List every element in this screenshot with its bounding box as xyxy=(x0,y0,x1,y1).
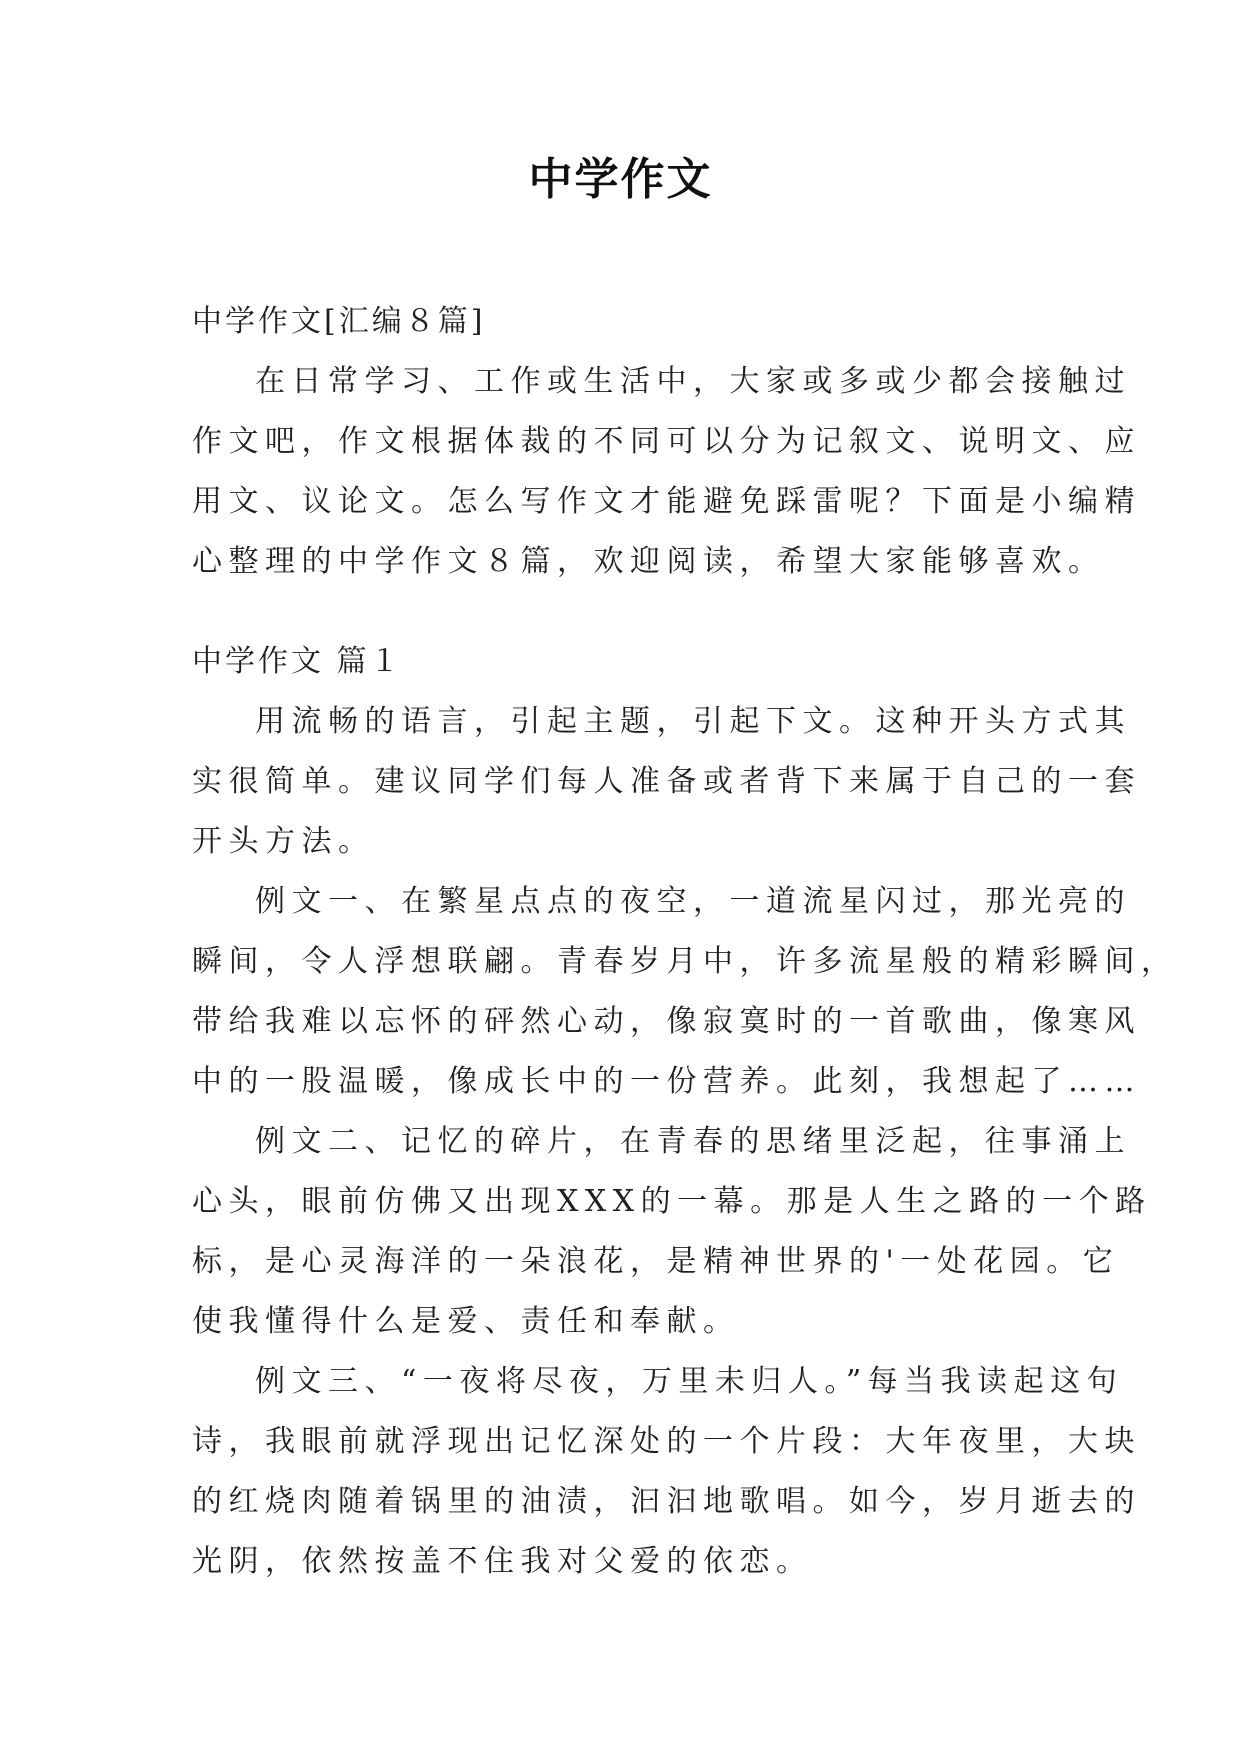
document-body xyxy=(192,292,1178,1592)
paragraph-line: 作文吧，作文根据体裁的不同可以分为记叙文、说明文、应 xyxy=(192,424,1141,459)
body-paragraph xyxy=(192,872,1178,1112)
intro-paragraph xyxy=(192,352,1141,592)
body-paragraph xyxy=(192,1352,1141,1592)
paragraph-line: 标，是心灵海洋的一朵浪花，是精神世界的'一处花园。它 xyxy=(192,1244,1120,1279)
paragraph-line: 中的一股温暖，像成长中的一份营养。此刻，我想起了…… xyxy=(192,1064,1141,1099)
paragraph-line: 诗，我眼前就浮现出记忆深处的一个片段：大年夜里，大块 xyxy=(192,1424,1141,1459)
paragraph-line: 带给我难以忘怀的砰然心动，像寂寞时的一首歌曲，像寒风 xyxy=(192,1004,1141,1039)
document-title: 中学作文 xyxy=(528,154,713,205)
paragraph-line: 使我懂得什么是爱、责任和奉献。 xyxy=(192,1304,740,1339)
paragraph-line: 心整理的中学作文８篇，欢迎阅读，希望大家能够喜欢。 xyxy=(192,544,1105,579)
section-heading: 中学作文 篇１ xyxy=(192,644,403,679)
document-subtitle: 中学作文[汇编８篇] xyxy=(192,304,486,339)
body-paragraph xyxy=(192,1112,1152,1352)
paragraph-line: 例文一、在繁星点点的夜空，一道流星闪过，那光亮的 xyxy=(255,884,1131,919)
paragraph-line: 开头方法。 xyxy=(192,824,375,859)
paragraph-line: 的红烧肉随着锅里的油渍，汩汩地歌唱。如今，岁月逝去的 xyxy=(192,1484,1141,1519)
paragraph-line: 例文三、“一夜将尽夜，万里未归人。”每当我读起这句 xyxy=(255,1364,1124,1399)
paragraph-line: 用文、议论文。怎么写作文才能避免踩雷呢？下面是小编精 xyxy=(192,484,1141,519)
paragraph-line: 心头，眼前仿佛又出现XXX的一幕。那是人生之路的一个路 xyxy=(192,1184,1152,1219)
paragraph-line: 瞬间，令人浮想联翩。青春岁月中，许多流星般的精彩瞬间， xyxy=(192,944,1178,979)
paragraph-line: 用流畅的语言，引起主题，引起下文。这种开头方式其 xyxy=(255,704,1131,739)
body-paragraph xyxy=(192,692,1141,872)
paragraph-line: 光阴，依然按盖不住我对父爱的依恋。 xyxy=(192,1544,813,1579)
paragraph-line: 实很简单。建议同学们每人准备或者背下来属于自己的一套 xyxy=(192,764,1141,799)
paragraph-line: 例文二、记忆的碎片，在青春的思绪里泛起，往事涌上 xyxy=(255,1124,1131,1159)
paragraph-line: 在日常学习、工作或生活中，大家或多或少都会接触过 xyxy=(255,364,1131,399)
